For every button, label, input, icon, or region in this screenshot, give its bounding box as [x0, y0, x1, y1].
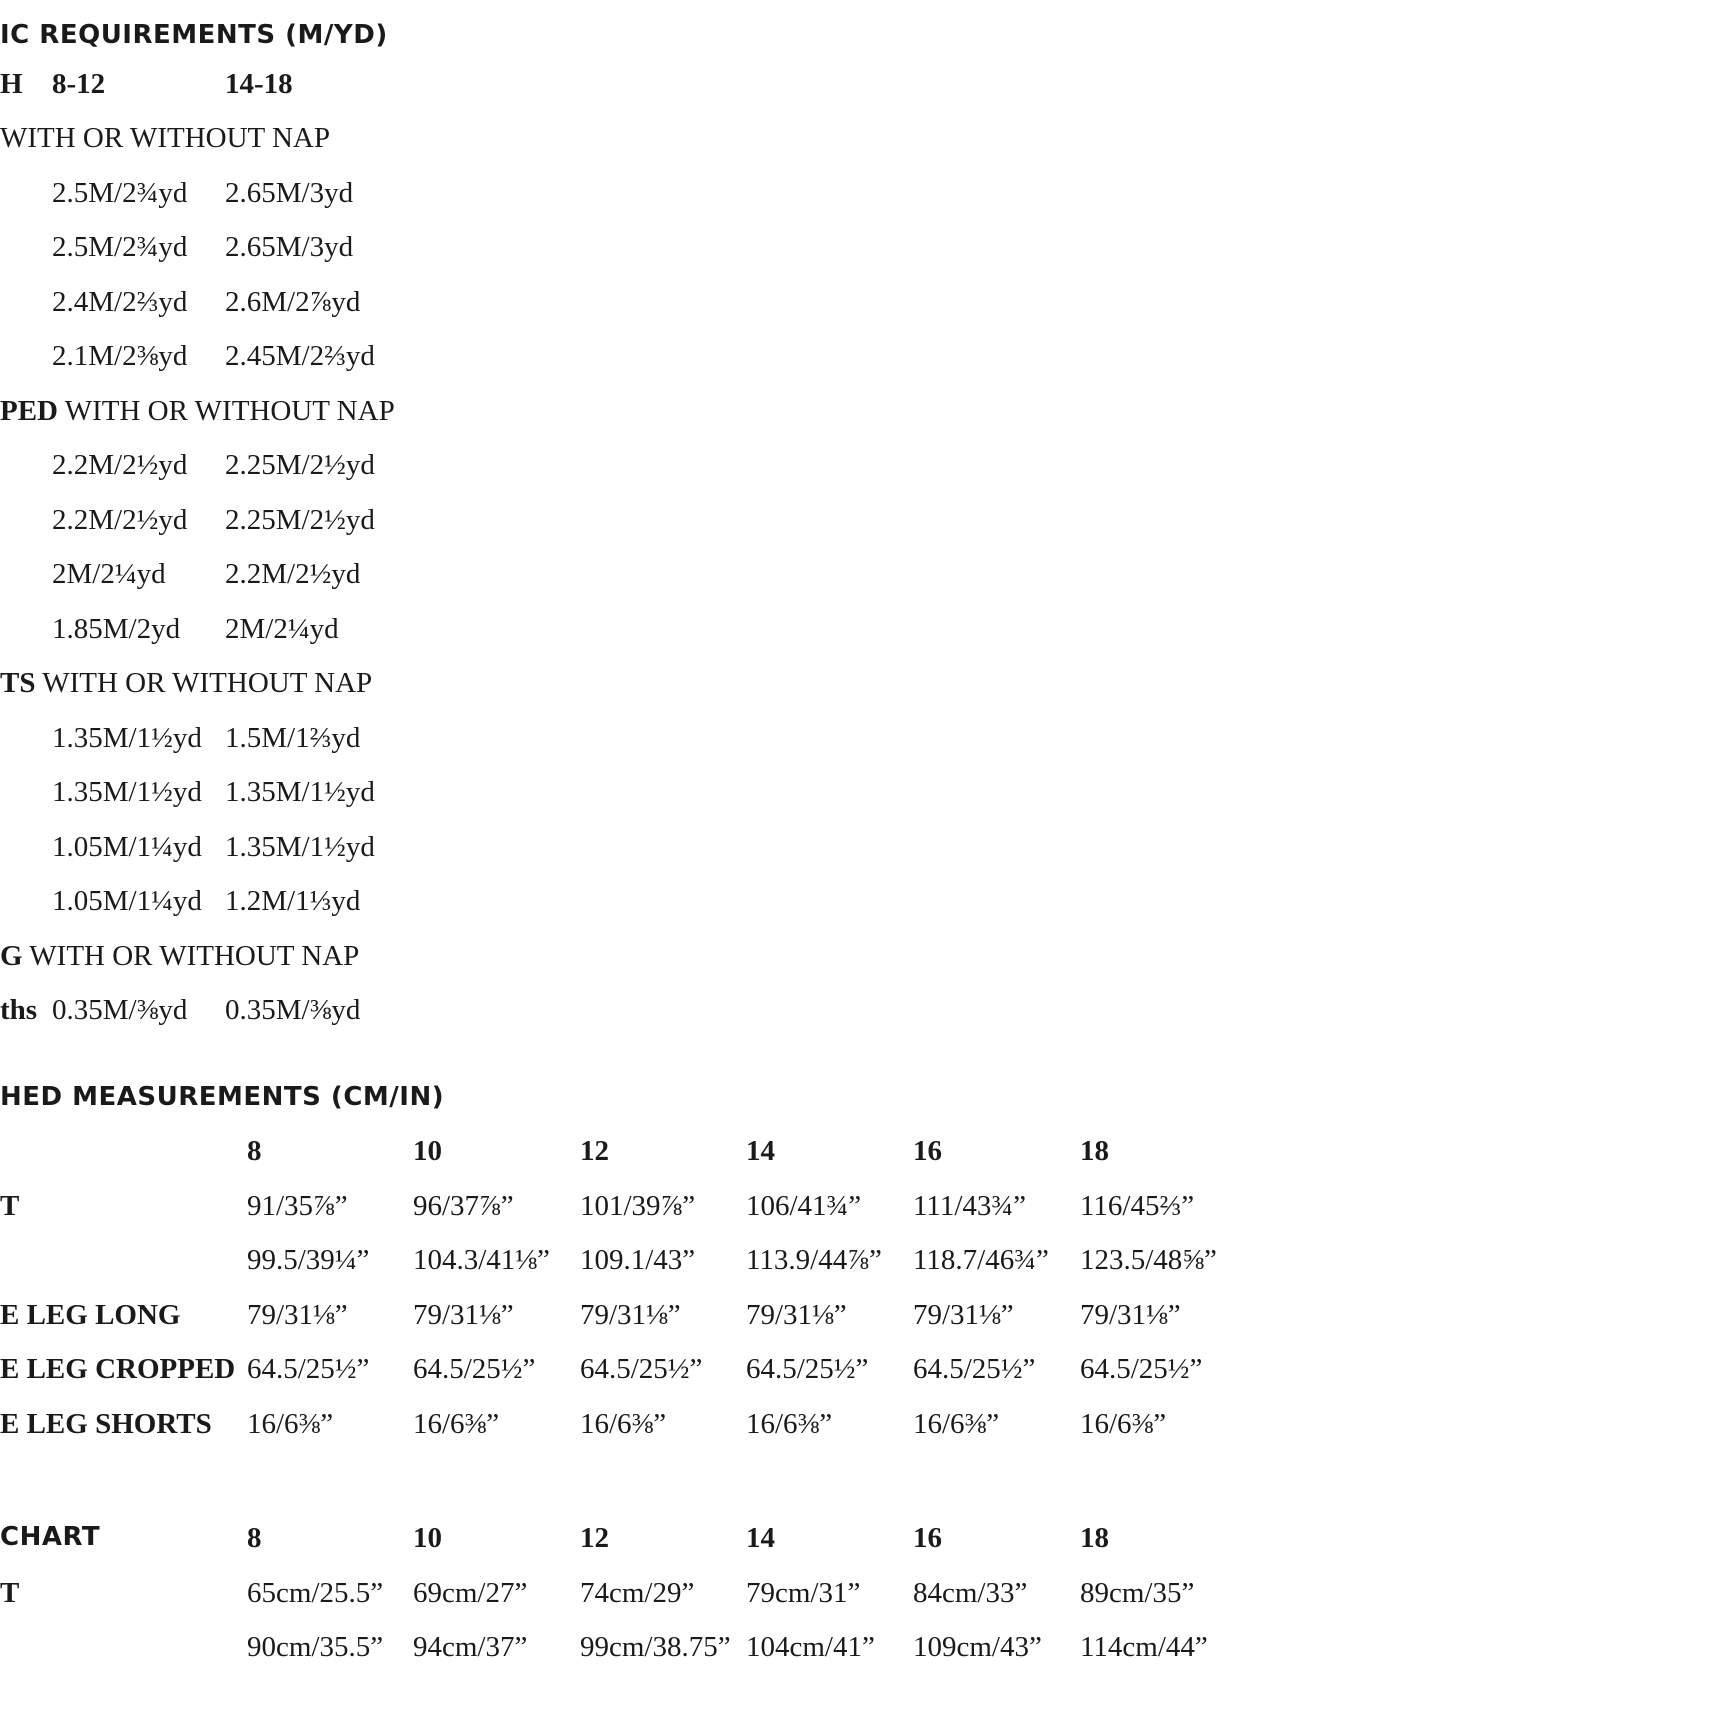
finished-cell: 64.5/25½”: [580, 1353, 703, 1385]
fabric-cell: 2.2M/2½yd: [225, 558, 361, 590]
finished-cell: 16/6⅜”: [1080, 1407, 1167, 1440]
size-chart-cell: 84cm/33”: [913, 1576, 1028, 1609]
fabric-cell: 2M/2¼yd: [52, 558, 166, 590]
finished-cell: 64.5/25½”: [913, 1353, 1036, 1385]
fabric-cell: 2.25M/2½yd: [225, 503, 375, 536]
size-chart-size-header: 10: [413, 1522, 442, 1554]
finished-row-label: T: [0, 1189, 20, 1222]
fabric-cell: 2.5M/2¾yd: [52, 176, 188, 209]
fabric-section-nap-note: WITH OR WITHOUT NAP: [58, 394, 395, 427]
finished-cell: 16/6⅜”: [913, 1407, 1000, 1440]
finished-cell: 123.5/48⅝”: [1080, 1244, 1217, 1276]
fabric-cell: 2M/2¼yd: [225, 612, 339, 645]
finished-cell: 101/39⅞”: [580, 1189, 696, 1222]
fabric-cell: 2.4M/2⅔yd: [52, 285, 188, 318]
size-chart-size-header: 18: [1080, 1522, 1109, 1554]
fabric-cell: 2.6M/2⅞yd: [225, 285, 361, 318]
fabric-cell: 1.85M/2yd: [52, 612, 181, 645]
finished-cell: 64.5/25½”: [413, 1353, 536, 1385]
size-chart-cell: 94cm/37”: [413, 1631, 528, 1663]
finished-cell: 79/31⅛”: [746, 1298, 847, 1331]
fabric-cell: 1.35M/1½yd: [225, 830, 375, 863]
fabric-cell: 1.5M/1⅔yd: [225, 721, 361, 754]
fabric-cell: 1.35M/1½yd: [52, 721, 202, 754]
fabric-row-label: ths: [0, 994, 38, 1026]
finished-row-label: E LEG CROPPED: [0, 1353, 236, 1385]
finished-cell: 106/41¾”: [746, 1189, 862, 1222]
finished-cell: 111/43¾”: [913, 1189, 1027, 1222]
finished-cell: 91/35⅞”: [247, 1189, 348, 1222]
fabric-cell: 1.05M/1¼yd: [52, 830, 202, 863]
finished-cell: 79/31⅛”: [913, 1298, 1014, 1331]
finished-size-header: 16: [913, 1135, 942, 1167]
size-chart-size-header: 12: [580, 1522, 609, 1554]
size-chart-cell: 90cm/35.5”: [247, 1631, 384, 1663]
finished-cell: 64.5/25½”: [247, 1353, 370, 1385]
size-chart-cell: 99cm/38.75”: [580, 1631, 731, 1663]
size-chart-cell: 109cm/43”: [913, 1631, 1042, 1663]
fabric-cell: 2.25M/2½yd: [225, 449, 375, 481]
finished-cell: 16/6⅜”: [580, 1407, 667, 1440]
fabric-section-heading: [0, 395, 395, 428]
fabric-section-heading: [0, 667, 372, 700]
size-chart-cell: 69cm/27”: [413, 1576, 528, 1609]
fabric-section-nap-note: WITH OR WITHOUT NAP: [35, 667, 373, 699]
finished-cell: 79/31⅛”: [1080, 1298, 1181, 1331]
fabric-cell: 2.45M/2⅔yd: [225, 340, 375, 372]
finished-cell: 16/6⅜”: [247, 1407, 334, 1440]
size-chart-cell: 65cm/25.5”: [247, 1576, 384, 1609]
finished-cell: 64.5/25½”: [746, 1353, 869, 1385]
fabric-cell: 0.35M/⅜yd: [225, 994, 361, 1026]
fabric-cell: 1.2M/1⅓yd: [225, 885, 361, 917]
finished-heading: HED MEASUREMENTS (CM/IN): [0, 1082, 445, 1112]
size-chart-cell: 114cm/44”: [1080, 1631, 1208, 1663]
finished-cell: 113.9/44⅞”: [746, 1244, 882, 1276]
fabric-section-heading: [0, 122, 330, 155]
fabric-size-header: 8-12: [52, 68, 106, 100]
finished-size-header: 18: [1080, 1135, 1109, 1167]
finished-size-header: 12: [580, 1135, 609, 1167]
size-chart-cell: 74cm/29”: [580, 1576, 695, 1609]
finished-cell: 16/6⅜”: [746, 1407, 833, 1440]
fabric-cell: 2.65M/3yd: [225, 231, 354, 263]
size-chart-heading: CHART: [0, 1522, 101, 1552]
size-chart-size-header: 8: [247, 1522, 262, 1554]
fabric-heading: IC REQUIREMENTS (M/YD): [0, 20, 388, 50]
fabric-cell: 0.35M/⅜yd: [52, 994, 188, 1026]
size-chart-cell: 104cm/41”: [746, 1631, 875, 1663]
finished-cell: 79/31⅛”: [413, 1298, 514, 1331]
fabric-section-name: PED: [0, 394, 58, 427]
fabric-cell: 2.1M/2⅜yd: [52, 340, 188, 372]
fabric-section-nap-note: WITH OR WITHOUT NAP: [22, 939, 360, 972]
fabric-cell: 2.5M/2¾yd: [52, 231, 188, 263]
finished-cell: 104.3/41⅛”: [413, 1244, 550, 1276]
fabric-cell: 1.35M/1½yd: [225, 776, 375, 808]
finished-row-label: E LEG SHORTS: [0, 1407, 212, 1440]
fabric-size-header: 14-18: [225, 68, 293, 100]
finished-cell: 64.5/25½”: [1080, 1353, 1203, 1385]
fabric-cell: 1.05M/1¼yd: [52, 885, 202, 917]
finished-cell: 96/37⅞”: [413, 1189, 514, 1222]
fabric-section-name: TS: [0, 667, 36, 699]
finished-size-header: 8: [247, 1135, 262, 1167]
fabric-section-nap-note: WITH OR WITHOUT NAP: [0, 122, 330, 154]
fabric-cell: 2.65M/3yd: [225, 176, 354, 209]
fabric-col-head-prefix: H: [0, 68, 23, 100]
finished-size-header: 14: [746, 1135, 775, 1167]
finished-cell: 16/6⅜”: [413, 1407, 500, 1440]
fabric-cell: 1.35M/1½yd: [52, 776, 202, 808]
finished-cell: 116/45⅔”: [1080, 1189, 1195, 1222]
size-chart-row-label: T: [0, 1576, 20, 1609]
fabric-cell: 2.2M/2½yd: [52, 449, 188, 481]
size-chart-cell: 79cm/31”: [746, 1576, 861, 1609]
finished-cell: 99.5/39¼”: [247, 1244, 370, 1276]
finished-size-header: 10: [413, 1135, 442, 1167]
size-chart-size-header: 16: [913, 1522, 942, 1554]
finished-cell: 79/31⅛”: [247, 1298, 348, 1331]
fabric-section-heading: [0, 940, 359, 973]
finished-cell: 109.1/43”: [580, 1244, 696, 1276]
fabric-section-name: G: [0, 939, 23, 972]
size-chart-size-header: 14: [746, 1522, 775, 1554]
finished-row-label: E LEG LONG: [0, 1298, 181, 1331]
finished-cell: 79/31⅛”: [580, 1298, 681, 1331]
fabric-cell: 2.2M/2½yd: [52, 503, 188, 536]
size-chart-cell: 89cm/35”: [1080, 1576, 1195, 1609]
finished-cell: 118.7/46¾”: [913, 1244, 1049, 1276]
